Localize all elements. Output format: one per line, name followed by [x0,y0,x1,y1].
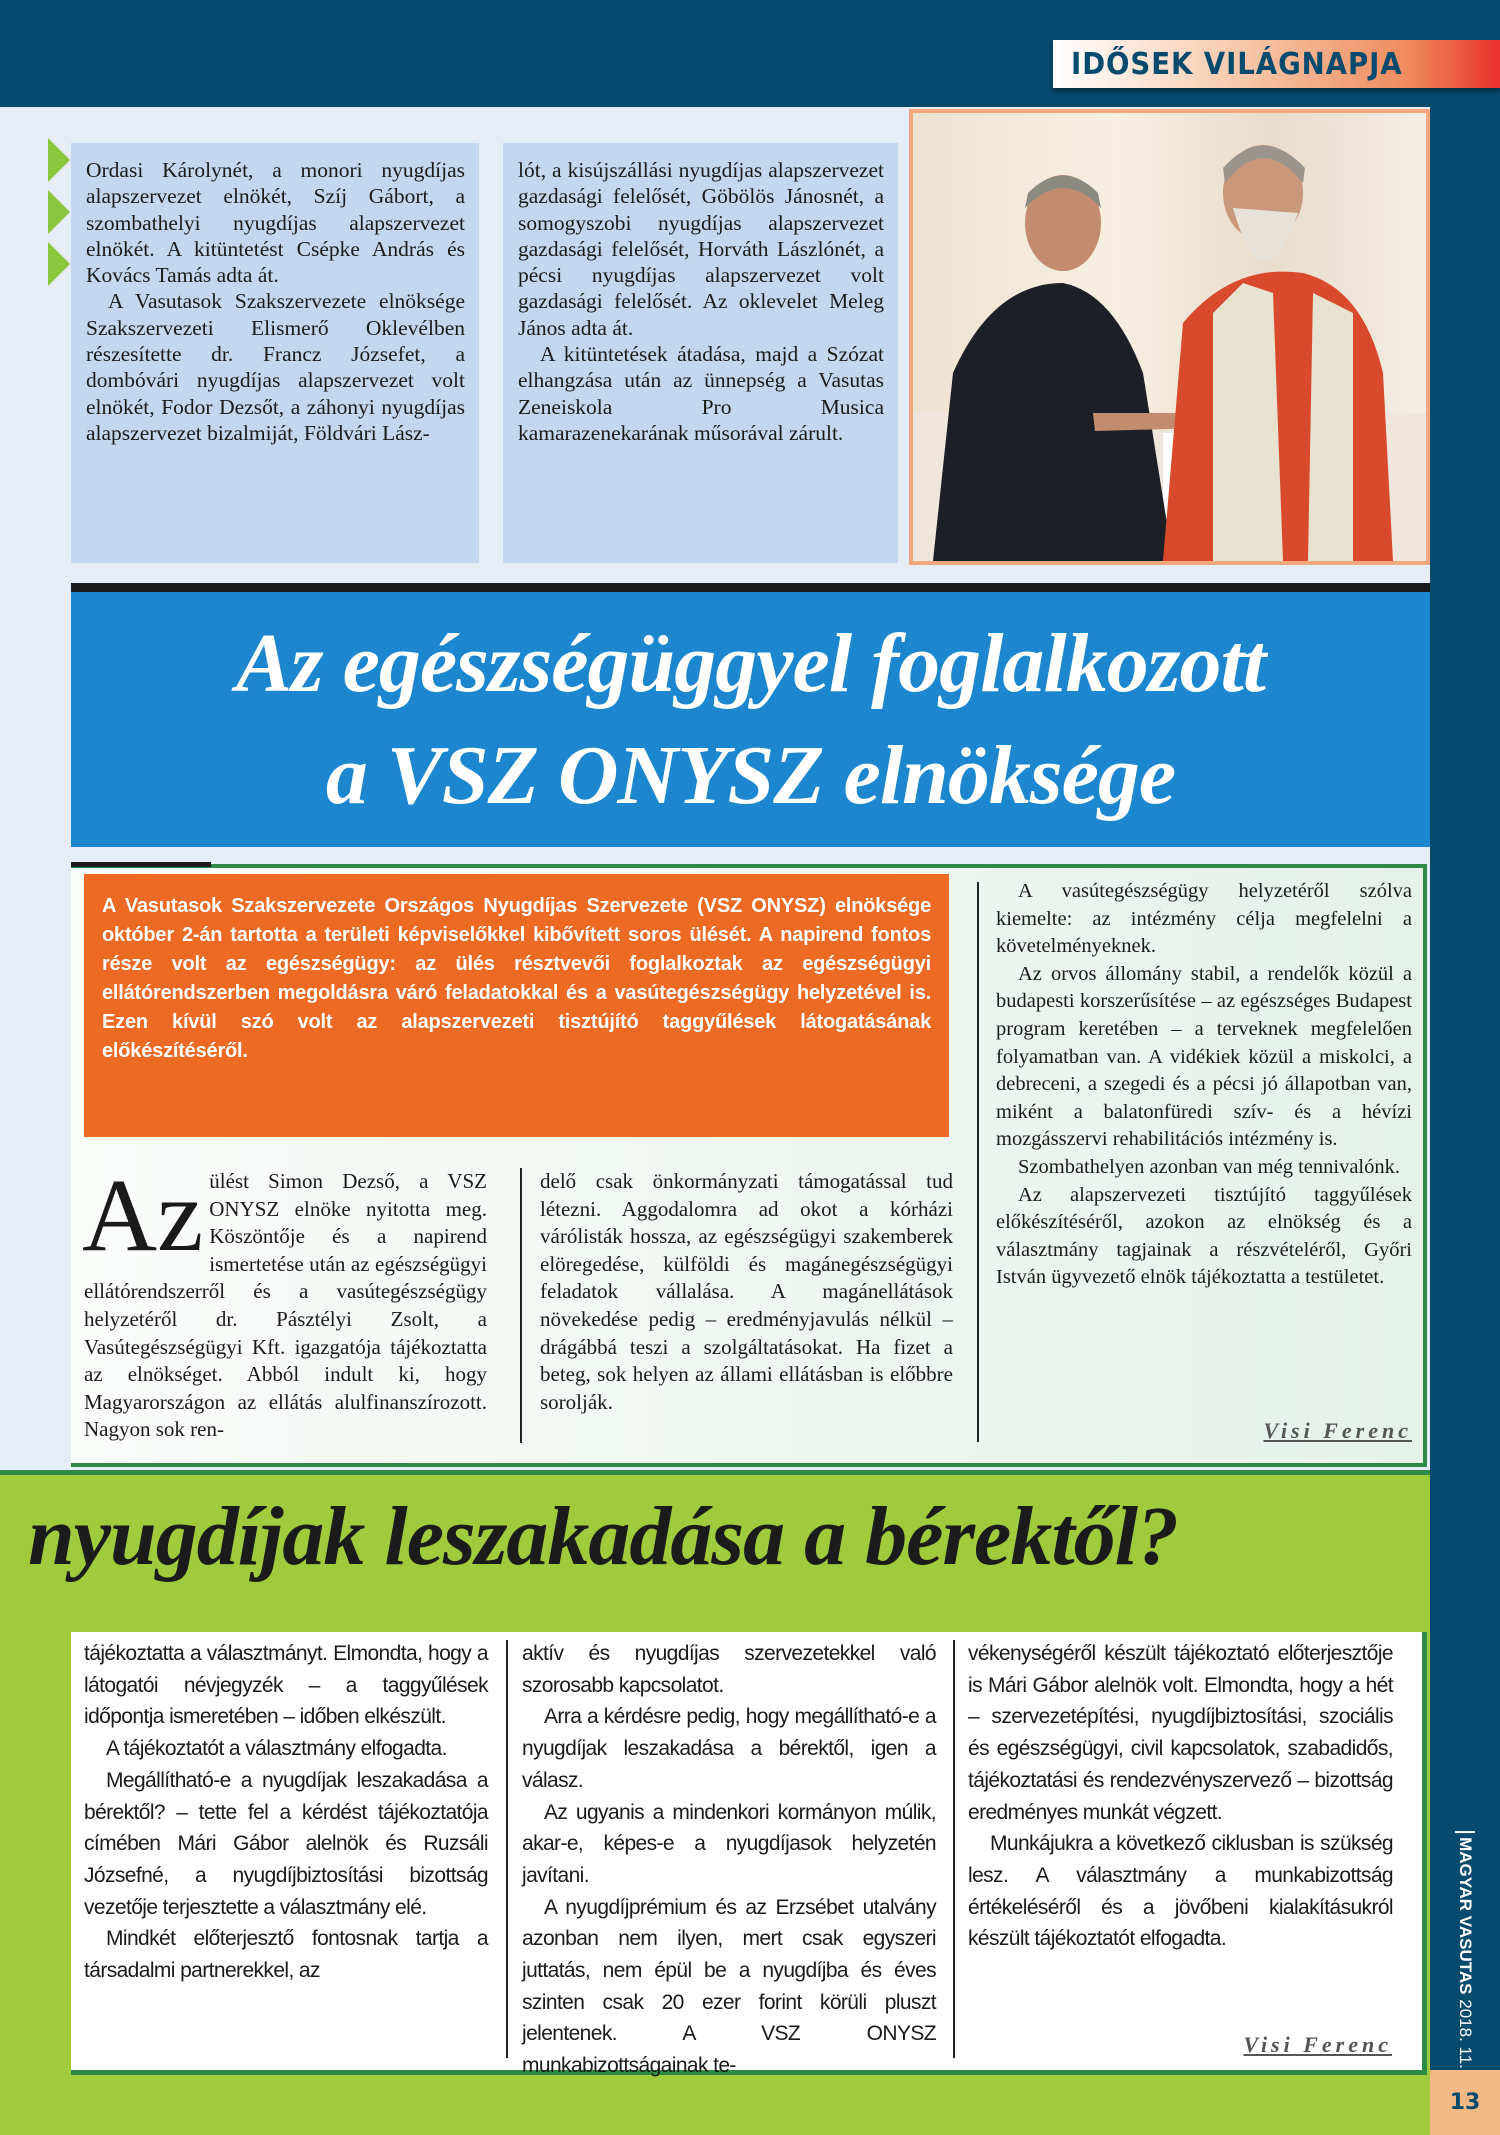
paragraph: aktív és nyugdíjas szervezetekkel való szorosabb kapcsolatot. [522,1642,936,1697]
byline: Visi Ferenc [1243,2032,1392,2057]
paragraph: Megállítható-e a nyugdíjak leszakadása a bérektől? – tette fel a kérdést tájékoztatója címében Mári Gábor alelnök és Ruzsáli Józsefné, a nyugdíjbiztosítási bizottság vezetője terjesztette a választmány elé. [84,1768,488,1919]
paragraph: Szombathelyen azonban van még tennivalónk. [1018,1155,1400,1178]
paragraph: Ordasi Károlynét, a monori nyugdíjas alapszervezet elnökét, Szíj Gábort, a szombathelyi nyugdíjas alapszervezet elnökét. A kitüntetést Csépke András és Kovács Tamás adta át. [86,158,465,288]
paragraph: A Vasutasok Szakszervezete elnöksége Szakszervezeti Elismerő Oklevélben részesítette dr. Francz Józsefet, a dombóvári nyugdíjas alapszervezet volt elnökét, Fodor Dezsőt, a záhonyi nyugdíjas alapszervezet bizalmiját, Földvári Lász- [86,289,465,445]
arrow-icon [48,138,70,182]
article-column-3 [996,878,1412,1292]
paragraph: A kitüntetések átadása, majd a Szózat elhangzása után az ünnepség a Vasutas Zeneiskola Pro Musica kamarazenekarának műsorával zárult. [518,342,884,445]
bottom-column-1 [84,1638,488,1987]
page-number: 13 [1430,2070,1500,2135]
paragraph: A vasútegészségügy helyzetéről szólva kiemelte: az intézmény célja megfelelni a követelményeknek. [996,880,1412,958]
issue-date: 2018. 11. [1456,1998,1475,2069]
divider-bar [71,583,1430,592]
handshake-photo [909,109,1430,565]
paragraph: lót, a kisújszállási nyugdíjas alapszervezet gazdasági felelősét, Göbölös Jánosnét, a somogyszobi nyugdíjas alapszervezet gazdasági felelősét, Horváth Lászlónét, a pécsi nyugdíjas alapszervezet volt gazdasági felelősét. Az oklevelet Meleg János adta át. [518,158,884,340]
magazine-name: MAGYAR VASUTAS [1456,1836,1475,1995]
column-divider [520,1168,522,1443]
byline: Visi Ferenc [1263,1418,1412,1443]
column-divider [953,1640,955,2058]
paragraph: Mindkét előterjesztő fontosnak tartja a társadalmi partnerekkel, az [84,1927,488,1983]
top-text-box-1 [71,143,479,563]
article-column-2 [540,1168,953,1416]
bottom-column-3 [968,1638,1393,1955]
photo-illustration [913,113,1426,561]
paragraph: ülést Simon Dezső, a VSZ ONYSZ elnöke nyitotta meg. Köszöntője és a napirend ismertetése után az egészségügyi ellátórendszerről és a vasútegészségügy helyzetéről dr. Pásztélyi Zsolt, a Vasútegészségügyi Kft. igazgatója tájékoztatta az elnökséget. Abból indult ki, hogy Magyarországon az ellátás alulfinanszírozott. Nagyon sok ren- [84,1169,487,1442]
section-title: IDŐSEK VILÁGNAPJA [1071,46,1403,82]
drop-cap: Az [82,1158,204,1273]
section-banner [1053,40,1500,88]
side-strip [1430,0,1500,2135]
article-lead: A Vasutasok Szakszervezete Országos Nyugdíjas Szervezete (VSZ ONYSZ) elnöksége október 2-án tartotta a területi képviselőkkel kibővített soros ülését. A napirend fontos része volt az egészségügy: az ülés résztvevői foglalkoztak az egészségügyi ellátórendszerben megoldásra váró feladatokkal és a vasútegészségügy helyzetével is. Ezen kívül szó volt az alapszervezeti tisztújító taggyűlések látogatásának előkészítéséről. [84,874,949,1137]
article-title-box [71,592,1430,847]
paragraph: Munkájukra a következő ciklusban is szükség lesz. A választmány a munkabizottság értékeléséről és a jövőbeni kialakításukról készült tájékoztatót elfogadta. [968,1832,1393,1951]
bottom-article-title: nyugdíjak leszakadása a bérektől? [28,1490,1179,1583]
paragraph: A nyugdíjprémium és az Erzsébet utalvány azonban nem ilyen, mert csak egyszeri juttatás, nem épül be a nyugdíjba és éves szinten csak 20 ezer forint körüli pluszt jelentenek. A VSZ ONYSZ munkabizottságainak te- [522,1895,936,2078]
article-column-1 [82,1158,487,1444]
paragraph: Az alapszervezeti tisztújító taggyűlések előkészítéséről, azokon az elnökség és a választmány tagjainak a részvételéről, Győri István ügyvezető elnök tájékoztatta a testületet. [996,1183,1412,1289]
accent-bar [71,862,211,867]
paragraph: Az ugyanis a mindenkori kormányon múlik, akar-e, képes-e a nyugdíjasok helyzetén javítani. [522,1800,936,1887]
paragraph: tájékoztatta a választmányt. Elmondta, hogy a látogatói névjegyzék – a taggyűlések időpontja ismeretében – időben elkészült. [84,1642,488,1729]
paragraph: vékenységéről készült tájékoztató előterjesztője is Mári Gábor alelnök volt. Elmondta, hogy a hét – szervezetépítési, nyugdíjbiztosítási, szociális és egészségügyi, civil kapcsolatok, szabadidős, tájékoztatási és rendezvényszervező – bizottság eredményes munkát végzett. [968,1642,1393,1824]
article-title-line-1: Az egészségüggyel foglalkozott [235,616,1266,710]
paragraph: delő csak önkormányzati támogatással tud létezni. Aggodalomra ad okot a kórházi várólisták hossza, az egészségügyi szakemberek elöregedése, külföldi és magánegészségügyi feladatok vállalása. A magánellátások növekedése pedig – eredményjavulás nélkül – drágábbá teszi a szolgáltatásokat. Ha fizet a beteg, sok helyen az állami ellátásban is előbbre sorolják. [540,1169,953,1414]
paragraph: Arra a kérdésre pedig, hogy megállítható-e a nyugdíjak leszakadása a bérektől, igen a válasz. [522,1705,936,1792]
paragraph: A tájékoztatót a választmány elfogadta. [106,1737,447,1761]
column-divider [977,882,979,1442]
top-text-box-2 [503,143,898,563]
arrow-icon [48,242,70,286]
arrow-icon [48,190,70,234]
article-title-line-2: a VSZ ONYSZ elnöksége [325,728,1176,822]
paragraph: Az orvos állomány stabil, a rendelők közül a budapesti korszerűsítése – az egészséges Budapest program keretében – a terveknek megfelelően folyamatban van. A vidékiek közül a miskolci, a debreceni, a szegedi és a pécsi jó állapotban van, miként a balatonfüredi szív- és a hévízi mozgásszervi rehabilitációs intézmény is. [996,962,1412,1151]
column-divider [506,1640,508,2058]
bottom-column-2 [522,1638,936,2082]
magazine-label [1436,1836,1494,2069]
